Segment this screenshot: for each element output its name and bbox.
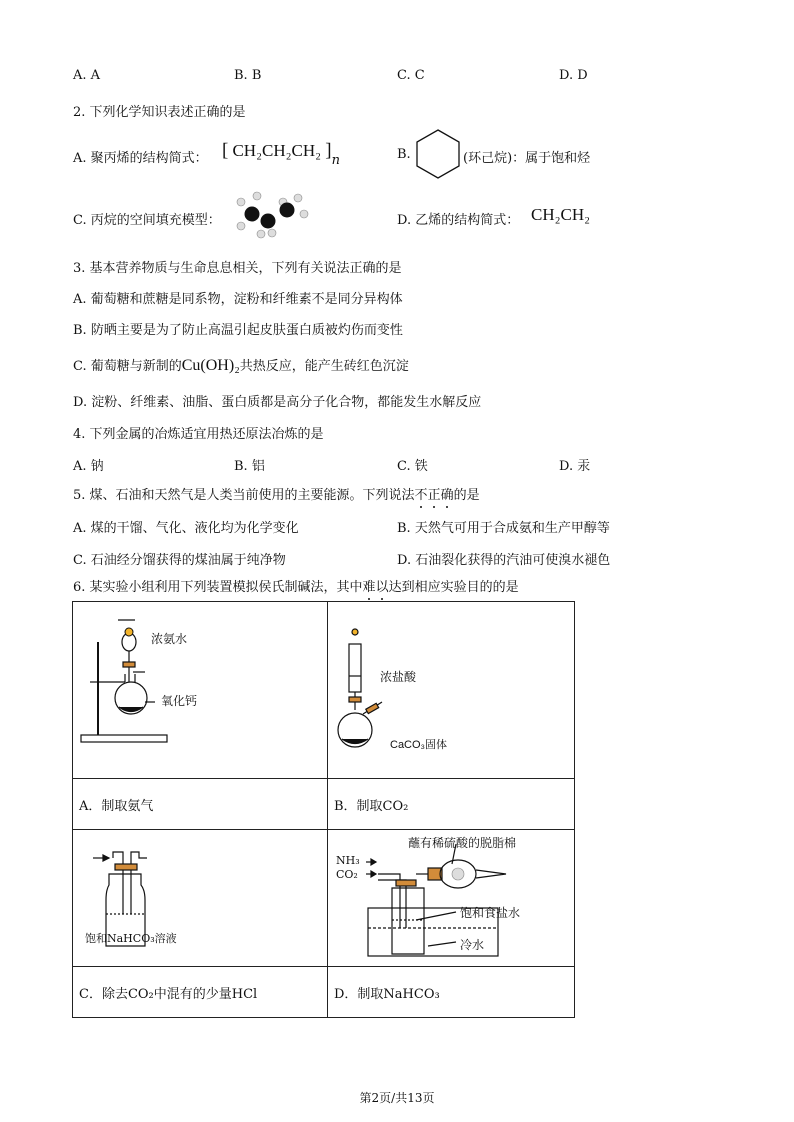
q6-cell-d-figure [328, 830, 575, 967]
q6-a-label-1: 浓氨水 [151, 632, 188, 646]
polymer-n: n [331, 153, 340, 168]
q6-b-label-1: 浓盐酸 [380, 670, 417, 684]
q6-cell-c-figure [73, 830, 328, 967]
q3-option-c-pre: C. 葡萄糖与新制的 [73, 359, 182, 374]
ammonia-generator-apparatus-icon [73, 602, 327, 778]
q2-option-d-label: D. 乙烯的结构简式： [397, 213, 520, 228]
q2-option-b-label: B. [397, 147, 411, 162]
q6-a-label-2: 氧化钙 [161, 694, 198, 708]
q4-option-d: D. 汞 [559, 459, 591, 474]
q5-stem-pre: 5. 煤、石油和天然气是人类当前使用的主要能源。下列说法 [73, 488, 415, 503]
q6-d-label-title: 蘸有稀硫酸的脱脂棉 [408, 836, 517, 850]
polypropylene-formula: CH₂CH₂CH₂ [232, 141, 322, 160]
q1-option-b: B. B [234, 68, 262, 83]
q2-option-a-formula: [ CH₂CH₂CH₂ ]n [222, 140, 340, 168]
q6-stem [73, 576, 519, 595]
q6-apparatus-table [72, 601, 575, 1018]
cyclohexane-icon [414, 128, 462, 180]
q6-option-b: B．制取CO₂ [334, 798, 409, 814]
q5-stem [73, 484, 480, 503]
q2-option-b-text: (环己烷)：属于饱和烃 [463, 151, 591, 166]
q6-option-d: D．制取NaHCO₃ [334, 986, 440, 1002]
q6-cell-c-caption [73, 967, 328, 1018]
q3-option-a: A. 葡萄糖和蔗糖是同系物，淀粉和纤维素不是同分异构体 [73, 292, 403, 307]
q6-b-label-2: CaCO₃固体 [390, 739, 448, 751]
q2-option-c-label: C. 丙烷的空间填充模型： [73, 213, 221, 228]
q3-stem: 3. 基本营养物质与生命息息相关，下列有关说法正确的是 [73, 261, 402, 276]
q6-d-label-nh3: NH₃ [336, 854, 360, 867]
q6-emphasis-2: 以 [375, 580, 389, 595]
q4-option-a: A. 钠 [73, 459, 104, 474]
propane-space-filling-model-icon [232, 190, 310, 242]
q5-option-b: B. 天然气可用于合成氨和生产甲醇等 [397, 521, 610, 536]
q5-option-d: D. 石油裂化获得的汽油可使溴水褪色 [397, 553, 611, 568]
q2-option-a-label: A. 聚丙烯的结构简式： [73, 151, 208, 166]
q6-cell-b-caption [328, 779, 575, 830]
q3-option-c [73, 355, 409, 375]
ethylene-formula: CH₂CH₂ [531, 205, 591, 224]
q3-option-c-post: 共热反应，能产生砖红色沉淀 [239, 359, 409, 374]
q4-option-c: C. 铁 [397, 459, 428, 474]
q4-stem: 4. 下列金属的冶炼适宜用热还原法冶炼的是 [73, 427, 324, 442]
q6-cell-a-caption [73, 779, 328, 830]
q6-d-label-2: 饱和食盐水 [460, 906, 521, 920]
q5-emphasis-1: 不 [414, 488, 428, 503]
q2-stem: 2. 下列化学知识表述正确的是 [73, 105, 246, 120]
page-footer: 第2页/共13页 [359, 1091, 435, 1105]
q1-option-c: C. C [397, 68, 425, 83]
q5-option-c: C. 石油经分馏获得的煤油属于纯净物 [73, 553, 286, 568]
q6-d-label-3: 冷水 [460, 938, 485, 952]
q6-stem-post: 达到相应实验目的的是 [388, 580, 519, 595]
q6-stem-pre: 6. 某实验小组利用下列装置模拟侯氏制碱法，其中 [73, 580, 363, 595]
q5-stem-post: 的是 [453, 488, 480, 503]
q1-option-a: A. A [73, 68, 101, 83]
q6-c-label-1: 饱和NaHCO₃溶液 [85, 932, 177, 945]
q6-cell-b-figure [328, 602, 575, 779]
q5-option-a: A. 煤的干馏、气化、液化均为化学变化 [73, 521, 299, 536]
q3-option-b: B. 防晒主要是为了防止高温引起皮肤蛋白质被灼伤而变性 [73, 323, 403, 338]
q6-emphasis-1: 难 [362, 580, 376, 595]
q4-option-b: B. 铝 [234, 459, 265, 474]
q5-emphasis-2: 正 [427, 488, 441, 503]
q6-cell-a-figure [73, 602, 328, 779]
q5-emphasis-3: 确 [440, 488, 454, 503]
q3-option-d: D. 淀粉、纤维素、油脂、蛋白质都是高分子化合物，都能发生水解反应 [73, 395, 482, 410]
co2-generator-apparatus-icon [328, 602, 574, 778]
q1-option-d: D. D [559, 68, 588, 83]
q6-option-a: A．制取氨气 [79, 798, 154, 814]
q6-option-c: C．除去CO₂中混有的少量HCl [79, 986, 258, 1002]
q6-d-label-co2: CO₂ [336, 868, 358, 881]
copper-hydroxide-formula: Cu(OH)₂ [181, 357, 240, 374]
q6-cell-d-caption [328, 967, 575, 1018]
